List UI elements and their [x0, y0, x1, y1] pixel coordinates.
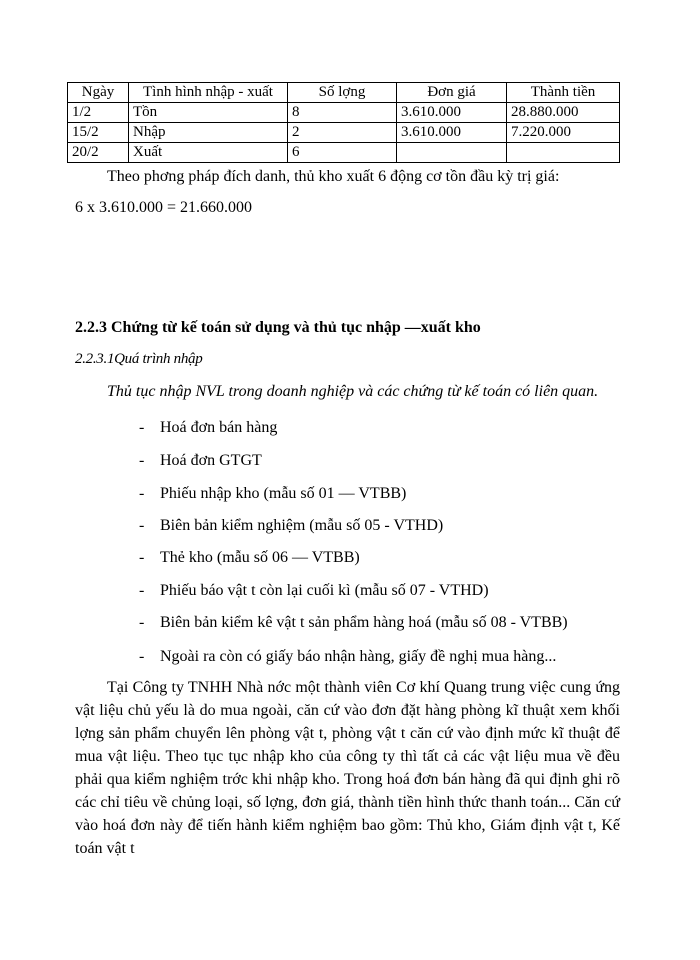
list-item: Biên bản kiểm nghiệm (mẫu số 05 - VTHD): [160, 517, 444, 534]
bullet-dash: -: [139, 419, 145, 436]
bullet-dash: -: [139, 517, 145, 534]
header-quantity: Số lợng: [288, 83, 397, 103]
bullet-dash: -: [139, 485, 145, 502]
bullet-dash: -: [139, 648, 145, 665]
header-amount: Thành tiền: [507, 83, 620, 103]
cell-date: 1/2: [68, 103, 129, 123]
list-item: Ngoài ra còn có giấy báo nhận hàng, giấy đề nghị mua hàng...: [160, 648, 557, 665]
cell-unit-price: 3.610.000: [397, 123, 507, 143]
header-status: Tình hình nhập - xuất: [129, 83, 288, 103]
inventory-table: [67, 82, 620, 163]
table-row: [68, 103, 620, 123]
cell-quantity: 2: [288, 123, 397, 143]
method-sentence: Theo phơng pháp đích danh, thủ kho xuất 6 động cơ tồn đầu kỳ trị giá:: [107, 168, 560, 185]
cell-date: 20/2: [68, 143, 129, 163]
cell-unit-price: [397, 143, 507, 163]
intro-text: Thủ tục nhập NVL trong doanh nghiệp và các chứng từ kế toán có liên quan.: [107, 383, 599, 400]
bullet-dash: -: [139, 582, 145, 599]
cell-quantity: 6: [288, 143, 397, 163]
list-item: Biên bản kiểm kê vật t sản phẩm hàng hoá (mẫu số 08 - VTBB): [160, 614, 568, 631]
list-item: Phiếu nhập kho (mẫu số 01 — VTBB): [160, 485, 407, 502]
cell-quantity: 8: [288, 103, 397, 123]
bullet-dash: -: [139, 549, 145, 566]
cell-unit-price: 3.610.000: [397, 103, 507, 123]
cell-amount: 7.220.000: [507, 123, 620, 143]
header-unit-price: Đơn giá: [397, 83, 507, 103]
bullet-dash: -: [139, 452, 145, 469]
table-header-row: [68, 83, 620, 103]
body-paragraph: [75, 676, 620, 860]
section-heading: 2.2.3 Chứng từ kế toán sử dụng và thủ tục nhập —xuất kho: [75, 319, 481, 336]
body-paragraph-text: Tại Công ty TNHH Nhà nớc một thành viên Cơ khí Quang trung việc cung ứng vật liệu chủ yếu là do mua ngoài, căn cứ vào đơn đặt hàng phòng kĩ thuật xem khối lợng sản phẩm chuyển lên phòng vật t, phòng vật t căn cứ vào định mức kĩ thuật để mua vật liệu. Theo tục tục nhập kho của công ty thì tất cả các vật liệu mua về đều phải qua kiểm nghiệm trớc khi nhập kho. Trong hoá đơn bán hàng đã qui định ghi rõ các chỉ tiêu về chủng loại, số lợng, đơn giá, thành tiền hình thức thanh toán... Căn cứ vào hoá đơn này để tiến hành kiểm nghiệm bao gồm: Thủ kho, Giám định vật t, Kế toán vật t: [75, 679, 620, 857]
list-item: Thẻ kho (mẫu số 06 — VTBB): [160, 549, 360, 566]
cell-amount: [507, 143, 620, 163]
table-row: [68, 143, 620, 163]
header-date: Ngày: [68, 83, 129, 103]
cell-date: 15/2: [68, 123, 129, 143]
list-item: Hoá đơn GTGT: [160, 452, 262, 469]
list-item: Hoá đơn bán hàng: [160, 419, 278, 436]
calculation: 6 x 3.610.000 = 21.660.000: [75, 199, 253, 216]
cell-amount: 28.880.000: [507, 103, 620, 123]
subsection-heading: 2.2.3.1Quá trình nhập: [75, 351, 203, 367]
cell-status: Tồn: [129, 103, 288, 123]
cell-status: Nhập: [129, 123, 288, 143]
cell-status: Xuất: [129, 143, 288, 163]
bullet-dash: -: [139, 614, 145, 631]
list-item: Phiếu báo vật t còn lại cuối kì (mẫu số 07 - VTHD): [160, 582, 489, 599]
table-row: [68, 123, 620, 143]
